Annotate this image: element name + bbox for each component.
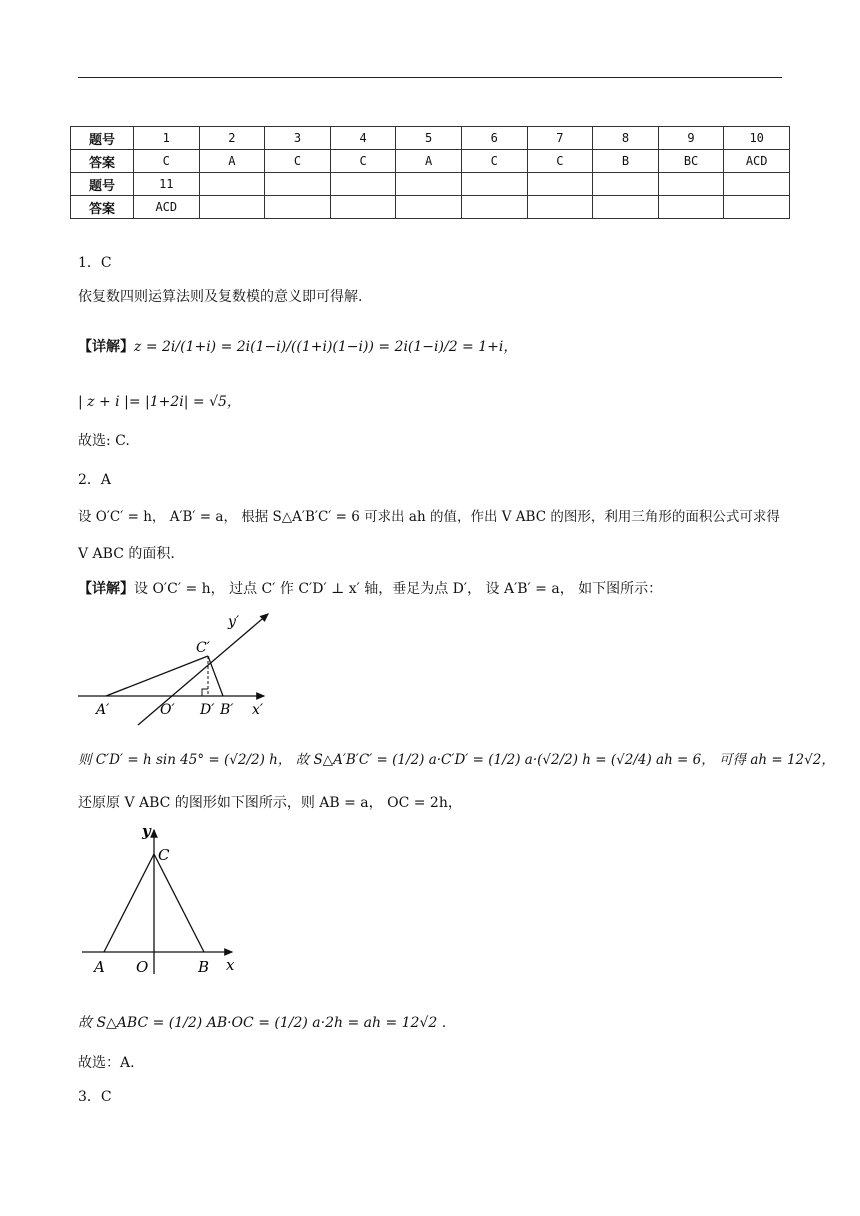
table-cell [265,173,331,196]
label-o: O [136,958,149,976]
detail-tag: 【详解】 [78,581,134,597]
label-y-prime: y′ [228,614,240,630]
side-a-c [106,656,208,696]
table-cell [461,173,527,196]
right-angle-mark [202,689,208,696]
label-c-prime: C′ [196,640,210,656]
label-a: A [94,958,105,976]
table-cell: C [527,150,593,173]
label-d-prime: D′ [200,702,215,718]
table-cell: C [461,150,527,173]
area-text: 故 S△ABC = (1/2) AB·OC = (1/2) a·2h = ah = 12√2 . [78,1015,447,1031]
table-cell: 11 [134,173,200,196]
row-header: 答案 [71,196,134,219]
q1-choice: 故选: C. [78,433,130,449]
table-row [71,150,790,173]
table-cell: 10 [724,127,790,150]
table-cell [724,173,790,196]
q1-modulus-equation [78,391,241,411]
table-cell [593,173,659,196]
table-cell: 5 [396,127,462,150]
answer-table [70,126,790,219]
q2-restore-text: 还原原 V ABC 的图形如下图所示，则 AB = a， OC = 2h， [78,795,462,811]
table-cell: 1 [134,127,200,150]
table-cell [199,196,265,219]
table-cell: 9 [658,127,724,150]
table-cell [461,196,527,219]
q2-detail-text: 设 O′C′ = h， 过点 C′ 作 C′D′ ⊥ x′ 轴，垂足为点 D′， 设 A′B′ = a， 如下图所示： [134,581,663,597]
table-cell: C [330,150,396,173]
table-cell [330,196,396,219]
oblique-figure [72,610,282,730]
table-cell [265,196,331,219]
table-cell: BC [658,150,724,173]
header-rule [78,77,782,78]
table-cell: 2 [199,127,265,150]
table-cell [527,196,593,219]
equation-text: 则 C′D′ = h sin 45° = (√2/2) h， 故 S△A′B′C′ = (1/2) a·C′D′ = (1/2) a·(√2/2) h = (√2/4) ah = 6， 可得 ah = 12√2， [78,752,835,768]
table-cell: ACD [724,150,790,173]
q3-title: 3．C [78,1089,112,1105]
table-cell [330,173,396,196]
q2-choice: 故选：A. [78,1055,135,1071]
table-cell [527,173,593,196]
side-a-c [104,854,154,952]
table-cell: A [396,150,462,173]
table-row [71,173,790,196]
q2-hint-line1: 设 O′C′ = h， A′B′ = a， 根据 S△A′B′C′ = 6 可求出 ah 的值，作出 V ABC 的图形，利用三角形的面积公式可求得 [78,509,780,525]
table-cell [396,173,462,196]
table-cell [396,196,462,219]
table-cell: 3 [265,127,331,150]
modulus-text: | z + i |= |1+2i| = √5， [78,394,241,410]
q2-equation-1 [78,748,835,768]
table-cell: C [134,150,200,173]
table-cell [199,173,265,196]
table-cell: C [265,150,331,173]
label-x: x [226,956,235,974]
q2-detail [78,578,662,598]
table-cell [593,196,659,219]
q1-detail [78,336,517,356]
table-cell [658,196,724,219]
table-cell: 7 [527,127,593,150]
label-c: C [158,846,170,864]
table-row [71,196,790,219]
table-cell [724,196,790,219]
table-cell: A [199,150,265,173]
table-cell: B [593,150,659,173]
row-header: 题号 [71,127,134,150]
row-header: 答案 [71,150,134,173]
table-cell: 4 [330,127,396,150]
row-header: 题号 [71,173,134,196]
q1-detail-equation: z = 2i/(1+i) = 2i(1−i)/((1+i)(1−i)) = 2i(1−i)/2 = 1+i， [134,339,518,355]
q1-hint: 依复数四则运算法则及复数模的意义即可得解. [78,289,363,305]
q2-area-equation [78,1012,446,1032]
label-y: y [142,822,151,840]
side-c-b [154,854,204,952]
label-x-prime: x′ [252,702,264,718]
q2-hint-line2: V ABC 的面积. [78,546,175,562]
q2-title: 2．A [78,472,112,488]
q1-title: 1．C [78,255,112,271]
side-c-b [208,656,223,696]
table-row [71,127,790,150]
label-a-prime: A′ [96,702,110,718]
label-o-prime: O′ [160,702,175,718]
table-cell: 8 [593,127,659,150]
label-b-prime: B′ [220,702,234,718]
table-cell [658,173,724,196]
table-cell: 6 [461,127,527,150]
original-triangle-figure [80,822,240,978]
detail-tag: 【详解】 [78,339,134,355]
label-b: B [198,958,210,976]
table-cell: ACD [134,196,200,219]
